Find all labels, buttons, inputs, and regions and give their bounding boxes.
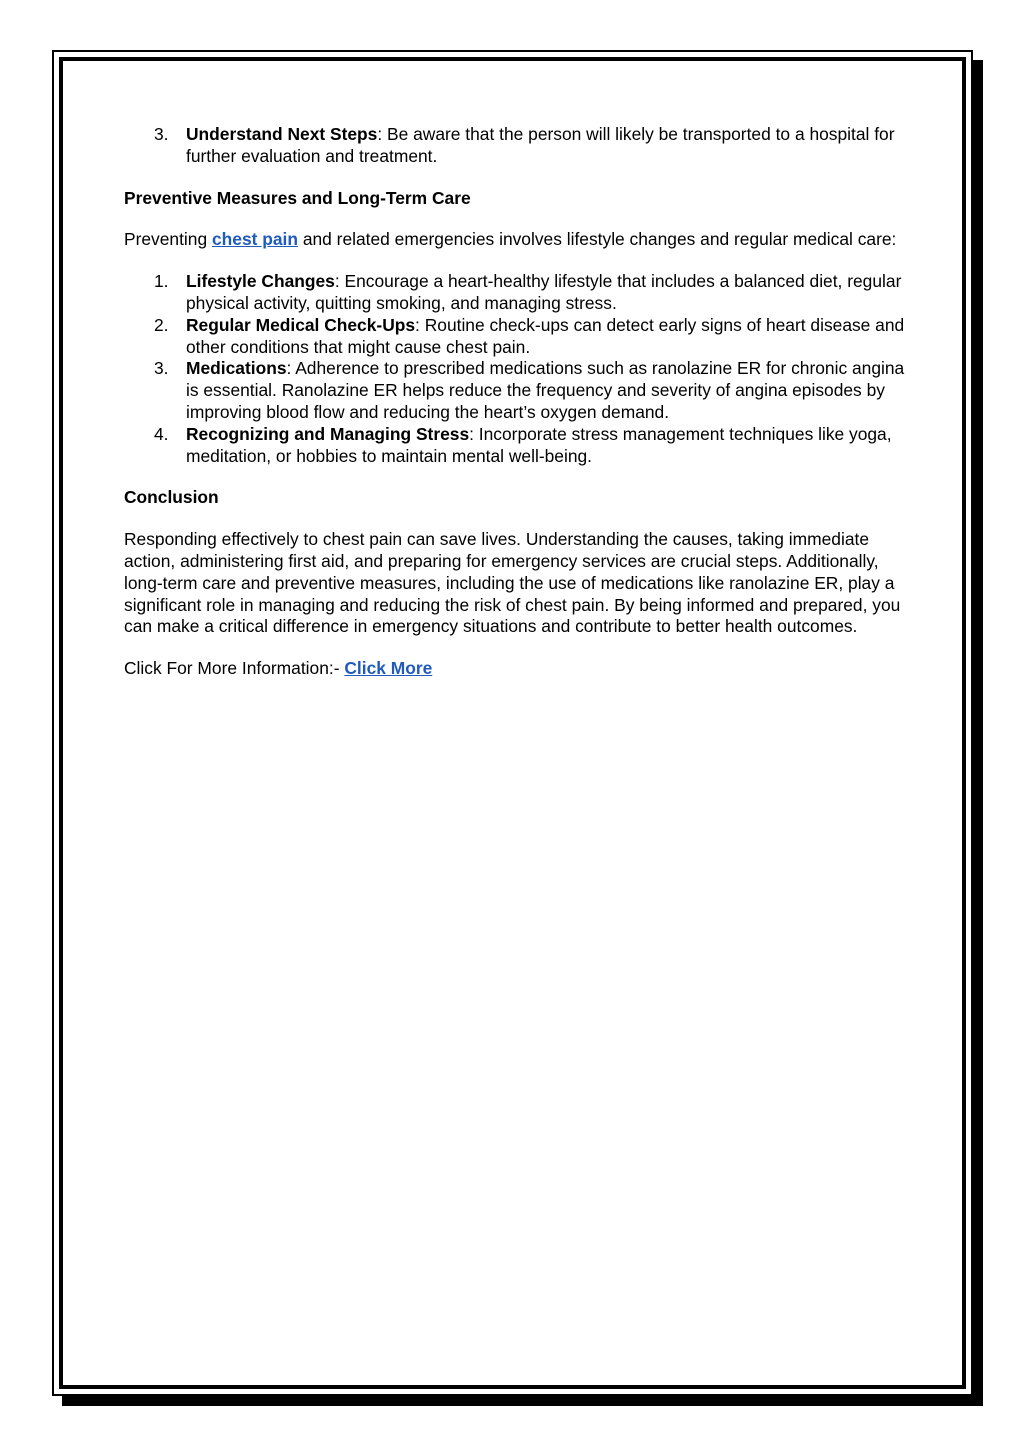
click-more-link[interactable]: Click More bbox=[344, 658, 433, 679]
list-item-text: : Be aware that the person will likely be transported to a hospital for further evaluation and treatment. bbox=[186, 124, 895, 166]
preventive-intro bbox=[124, 229, 914, 251]
steps-continued-list bbox=[124, 124, 914, 168]
list-item-term: Lifestyle Changes bbox=[186, 271, 335, 292]
conclusion-body: Responding effectively to chest pain can save lives. Understanding the causes, taking immediate action, administering first aid, and preparing for emergency services are crucial steps. Additionally, long-term care and preventive measures, including the use of medications like ranolazine ER, play a significant role in managing and reducing the risk of chest pain. By being informed and prepared, you can make a critical difference in emergency situations and contribute to better health outcomes. bbox=[124, 529, 901, 637]
list-number: 2. bbox=[154, 314, 169, 335]
list-item bbox=[124, 315, 914, 359]
list-item-text: : Routine check-ups can detect early signs of heart disease and other conditions that might cause chest pain. bbox=[186, 314, 905, 357]
intro-text-after: and related emergencies involves lifestyle changes and regular medical care: bbox=[298, 229, 897, 250]
list-item-term: Regular Medical Check-Ups bbox=[186, 314, 416, 335]
preventive-list bbox=[124, 271, 914, 467]
list-number: 4. bbox=[154, 423, 169, 444]
section-heading-conclusion: Conclusion bbox=[124, 487, 219, 508]
intro-text-before: Preventing bbox=[124, 229, 212, 250]
list-number: 1. bbox=[154, 271, 169, 292]
list-item-text: : Encourage a heart-healthy lifestyle that includes a balanced diet, regular physical activity, quitting smoking, and managing stress. bbox=[186, 271, 902, 313]
section-heading-preventive: Preventive Measures and Long-Term Care bbox=[124, 187, 471, 208]
list-item bbox=[124, 424, 914, 468]
more-info-line bbox=[124, 658, 914, 680]
document-content bbox=[124, 124, 914, 700]
list-number: 3. bbox=[154, 358, 169, 379]
list-item-term: Recognizing and Managing Stress bbox=[186, 423, 470, 444]
list-item bbox=[124, 271, 914, 315]
list-number: 3. bbox=[154, 124, 169, 144]
list-item bbox=[124, 124, 914, 168]
more-info-label: Click For More Information:- bbox=[124, 658, 345, 679]
list-item-text: : Incorporate stress management techniques like yoga, meditation, or hobbies to maintain mental well-being. bbox=[186, 423, 892, 466]
list-item-text: : Adherence to prescribed medications such as ranolazine ER for chronic angina is essential. Ranolazine ER helps reduce the frequency and severity of angina episodes by improving blood flow and reducing the heart’s oxygen demand. bbox=[186, 358, 905, 422]
list-item bbox=[124, 358, 914, 423]
chest-pain-link[interactable]: chest pain bbox=[211, 229, 298, 250]
list-item-term: Understand Next Steps bbox=[186, 124, 378, 144]
list-item-term: Medications bbox=[186, 358, 287, 379]
